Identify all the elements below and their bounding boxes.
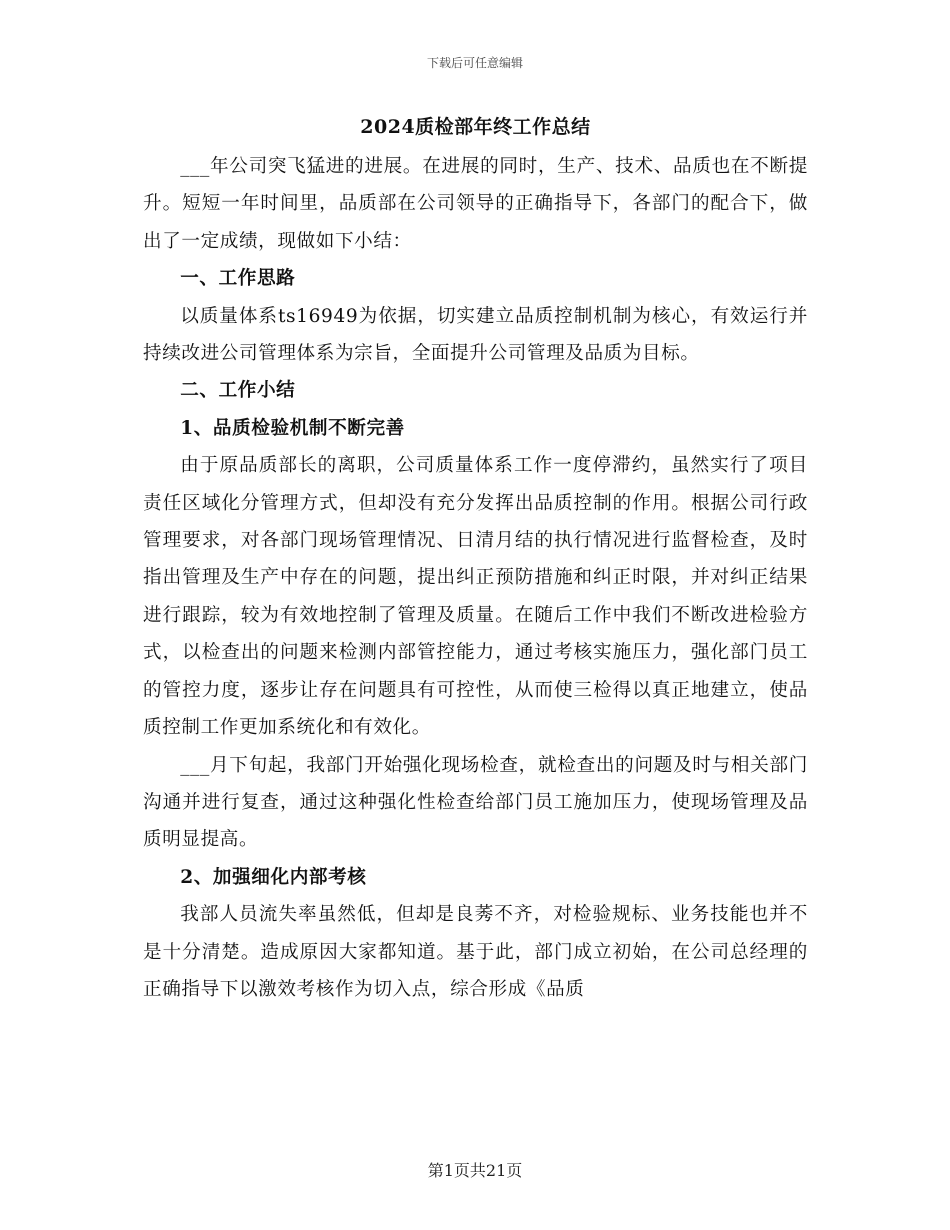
heading-internal-assessment: 2、加强细化内部考核: [180, 866, 367, 888]
document-title: 2024质检部年终工作总结: [360, 116, 591, 138]
heading-work-summary: 二、工作小结: [180, 380, 296, 402]
document-body: [143, 112, 808, 1008]
heading-work-approach: 一、工作思路: [180, 268, 296, 290]
paragraph-site-inspection: ___月下旬起，我部门开始强化现场检查，就检查出的问题及时与相关部门沟通并进行复查，通过这种强化性检查给部门员工施加压力，使现场管理及品质明显提高。: [143, 754, 808, 851]
heading-inspection-mechanism: 1、品质检验机制不断完善: [180, 417, 405, 439]
paragraph-intro: ___年公司突飞猛进的进展。在进展的同时，生产、技术、品质也在不断提升。短短一年时间里，品质部在公司领导的正确指导下，各部门的配合下，做出了一定成绩，现做如下小结：: [143, 156, 808, 252]
paragraph-inspection-mechanism: 由于原品质部长的离职，公司质量体系工作一度停滞约，虽然实行了项目责任区域化分管理方式，但却没有充分发挥出品质控制的作用。根据公司行政管理要求，对各部门现场管理情况、日清月结的执行情况进行监督检查，及时指出管理及生产中存在的问题，提出纠正预防措施和纠正时限，并对纠正结果进行跟踪，较为有效地控制了管理及质量。在随后工作中我们不断改进检验方式，以检查出的问题来检测内部管控能力，通过考核实施压力，强化部门员工的管控力度，逐步让存在问题具有可控性，从而使三检得以真正地建立，使品质控制工作更加系统化和有效化。: [143, 455, 808, 739]
paragraph-internal-assessment: 我部人员流失率虽然低，但却是良莠不齐，对检验规标、业务技能也并不是十分清楚。造成原因大家都知道。基于此，部门成立初始，在公司总经理的正确指导下以激效考核作为切入点，综合形成《品质: [143, 904, 808, 1000]
paragraph-work-approach: 以质量体系ts16949为依据，切实建立品质控制机制为核心，有效运行并持续改进公司管理体系为宗旨，全面提升公司管理及品质为目标。: [143, 305, 808, 365]
page-number: 第1页共21页: [427, 1161, 523, 1180]
page-header: 下载后可任意编辑: [426, 56, 523, 70]
